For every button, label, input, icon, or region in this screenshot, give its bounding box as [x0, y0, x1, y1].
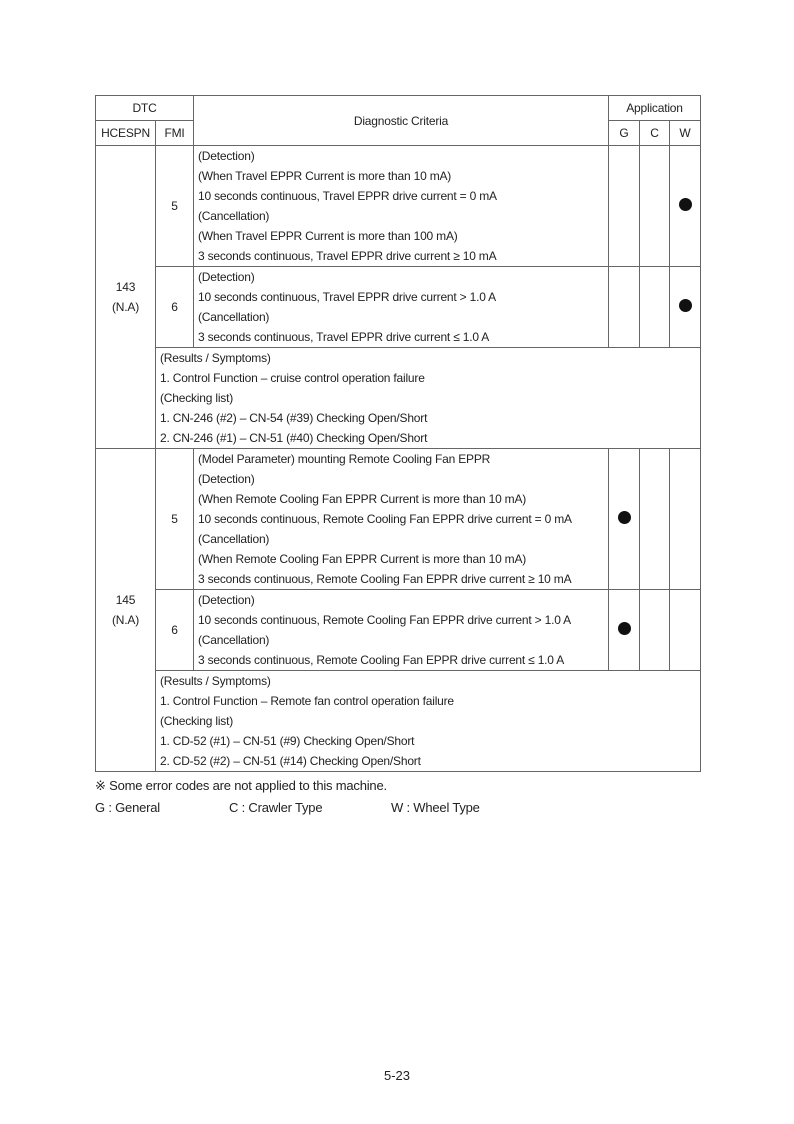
application-g-cell — [609, 449, 640, 590]
dtc-code-cell — [96, 146, 156, 449]
table-row — [96, 267, 701, 348]
results-cell — [156, 348, 701, 449]
dtc-code: 143 — [115, 280, 136, 294]
results-line: (Results / Symptoms) — [160, 674, 271, 688]
criteria-line: (When Remote Cooling Fan EPPR Current is more than 10 mA) — [198, 492, 527, 506]
criteria-line: 10 seconds continuous, Travel EPPR drive current = 0 mA — [198, 189, 497, 203]
applied-dot-icon — [679, 198, 692, 211]
criteria-cell — [194, 146, 609, 267]
fmi-cell: 6 — [156, 267, 194, 348]
criteria-line: (Detection) — [198, 149, 255, 163]
criteria-line: 10 seconds continuous, Travel EPPR drive current > 1.0 A — [198, 290, 496, 304]
application-w-cell — [670, 449, 701, 590]
criteria-line: 10 seconds continuous, Remote Cooling Fan EPPR drive current > 1.0 A — [198, 613, 571, 627]
application-c-cell — [640, 449, 670, 590]
application-c-cell — [640, 590, 670, 671]
header-fmi: FMI — [156, 121, 194, 146]
results-line: 1. Control Function – Remote fan control operation failure — [160, 694, 454, 708]
results-line: (Checking list) — [160, 391, 234, 405]
dtc-table — [95, 95, 701, 772]
header-g: G — [609, 121, 640, 146]
header-diagnostic-criteria: Diagnostic Criteria — [194, 96, 609, 146]
results-line: 1. Control Function – cruise control operation failure — [160, 371, 425, 385]
criteria-line: (Cancellation) — [198, 532, 270, 546]
criteria-cell — [194, 590, 609, 671]
applied-dot-icon — [679, 299, 692, 312]
criteria-line: (When Travel EPPR Current is more than 100 mA) — [198, 229, 458, 243]
criteria-line: 3 seconds continuous, Remote Cooling Fan EPPR drive current ≥ 10 mA — [198, 572, 572, 586]
application-w-cell — [670, 590, 701, 671]
application-g-cell — [609, 146, 640, 267]
results-line: 1. CN-246 (#2) – CN-54 (#39) Checking Open/Short — [160, 411, 428, 425]
results-line: (Checking list) — [160, 714, 234, 728]
table-row — [96, 449, 701, 590]
results-line: 1. CD-52 (#1) – CN-51 (#9) Checking Open/Short — [160, 734, 415, 748]
application-c-cell — [640, 267, 670, 348]
dtc-code-cell — [96, 449, 156, 772]
application-w-cell — [670, 267, 701, 348]
application-w-cell — [670, 146, 701, 267]
header-c: C — [640, 121, 670, 146]
results-line: (Results / Symptoms) — [160, 351, 271, 365]
results-row — [96, 671, 701, 772]
application-c-cell — [640, 146, 670, 267]
footnote: ※ Some error codes are not applied to this machine. — [95, 778, 387, 793]
results-cell — [156, 671, 701, 772]
header-w: W — [670, 121, 701, 146]
dtc-code: 145 — [115, 593, 136, 607]
criteria-cell — [194, 449, 609, 590]
criteria-line: (Cancellation) — [198, 310, 270, 324]
criteria-line: (When Remote Cooling Fan EPPR Current is more than 10 mA) — [198, 552, 527, 566]
criteria-line: (Cancellation) — [198, 209, 270, 223]
criteria-line: (Model Parameter) mounting Remote Cooling Fan EPPR — [198, 452, 491, 466]
criteria-line: (Detection) — [198, 270, 255, 284]
fmi-cell: 6 — [156, 590, 194, 671]
application-g-cell — [609, 590, 640, 671]
header-application: Application — [609, 96, 701, 121]
table-row — [96, 590, 701, 671]
criteria-cell — [194, 267, 609, 348]
applied-dot-icon — [618, 511, 631, 524]
fmi-cell: 5 — [156, 146, 194, 267]
criteria-line: 10 seconds continuous, Remote Cooling Fan EPPR drive current = 0 mA — [198, 512, 572, 526]
dtc-code-note: (N.A) — [112, 300, 139, 314]
criteria-line: 3 seconds continuous, Remote Cooling Fan EPPR drive current ≤ 1.0 A — [198, 653, 565, 667]
results-line: 2. CD-52 (#2) – CN-51 (#14) Checking Open/Short — [160, 754, 421, 768]
criteria-line: (Detection) — [198, 472, 255, 486]
criteria-line: (Detection) — [198, 593, 255, 607]
criteria-line: (When Travel EPPR Current is more than 10 mA) — [198, 169, 452, 183]
table-row — [96, 146, 701, 267]
criteria-line: (Cancellation) — [198, 633, 270, 647]
application-g-cell — [609, 267, 640, 348]
legend-general: G : General — [95, 800, 160, 815]
header-hcespn: HCESPN — [96, 121, 156, 146]
dtc-code-note: (N.A) — [112, 613, 139, 627]
legend-wheel: W : Wheel Type — [391, 800, 480, 815]
results-row — [96, 348, 701, 449]
results-line: 2. CN-246 (#1) – CN-51 (#40) Checking Open/Short — [160, 431, 428, 445]
fmi-cell: 5 — [156, 449, 194, 590]
criteria-line: 3 seconds continuous, Travel EPPR drive current ≤ 1.0 A — [198, 330, 490, 344]
page-number: 5-23 — [383, 1068, 411, 1083]
header-dtc: DTC — [96, 96, 194, 121]
legend-crawler: C : Crawler Type — [229, 800, 323, 815]
criteria-line: 3 seconds continuous, Travel EPPR drive current ≥ 10 mA — [198, 249, 497, 263]
applied-dot-icon — [618, 622, 631, 635]
